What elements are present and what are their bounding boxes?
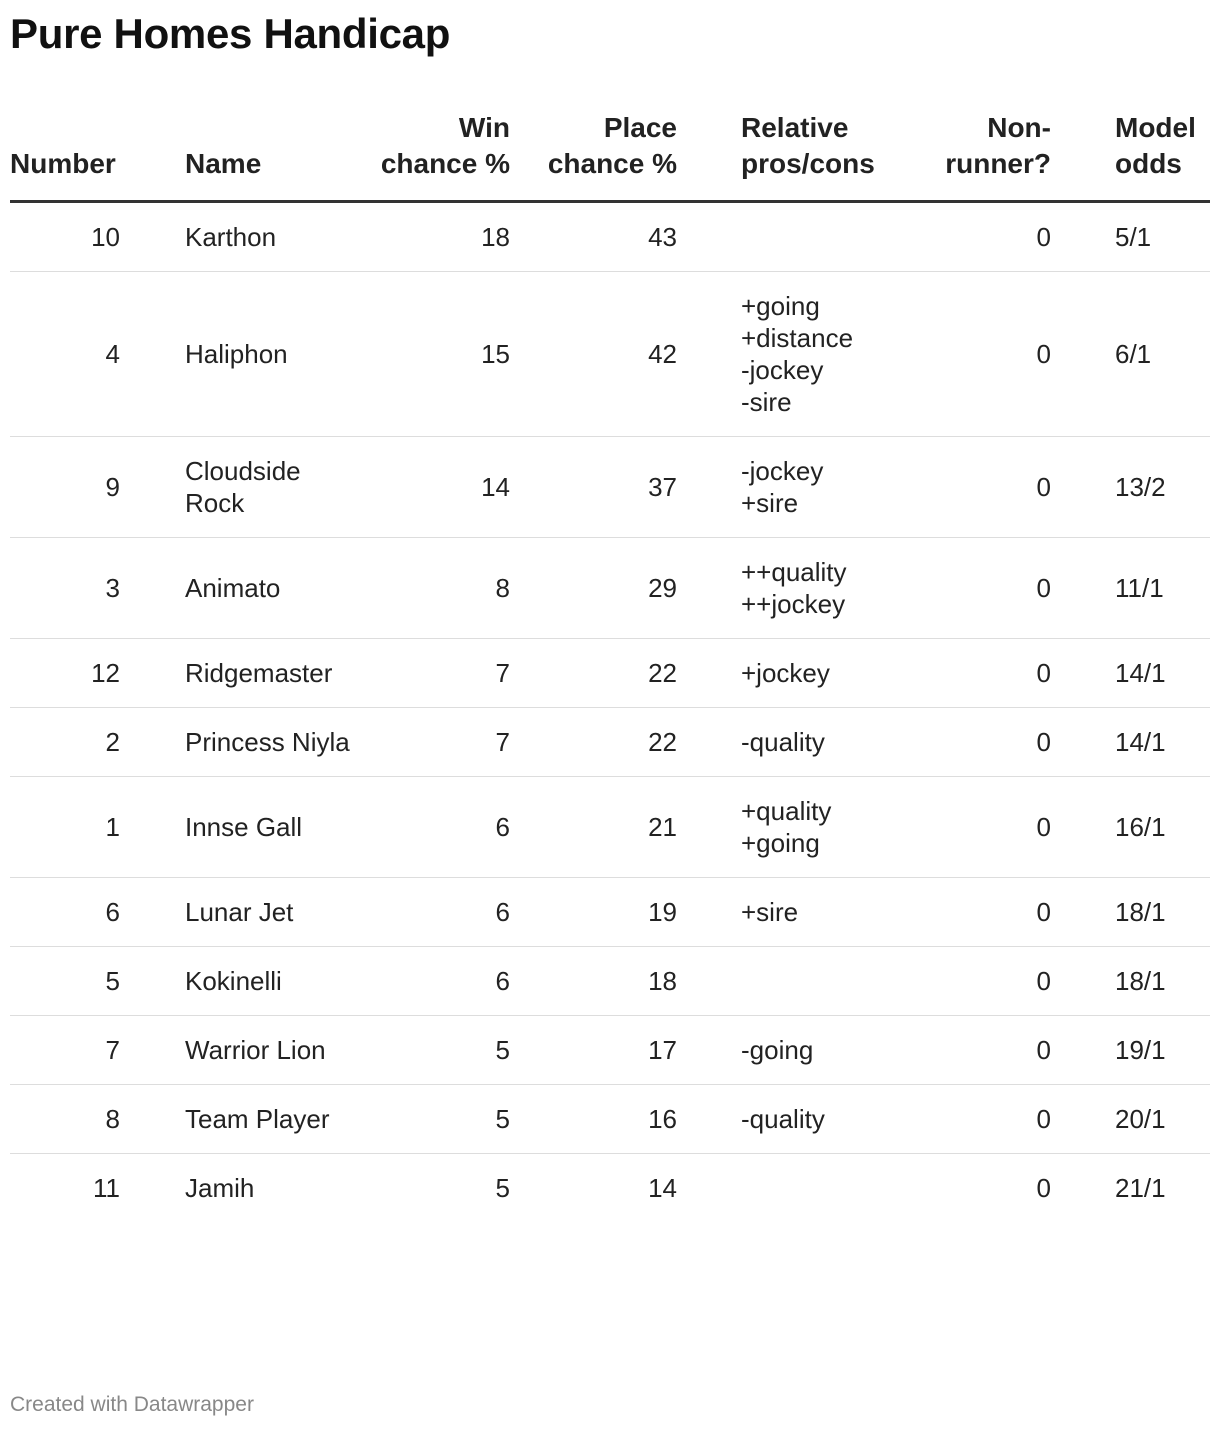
cell-name: Animato bbox=[185, 538, 365, 639]
column-gap bbox=[1051, 272, 1115, 437]
column-gap bbox=[1051, 1016, 1115, 1085]
cell-place-chance: 17 bbox=[510, 1016, 677, 1085]
pros-cons-item: +sire bbox=[741, 897, 799, 927]
cell-name: Innse Gall bbox=[185, 777, 365, 878]
column-gap bbox=[1051, 202, 1115, 272]
pros-cons-item: -jockey bbox=[741, 355, 824, 385]
pros-cons-item: ++jockey bbox=[741, 589, 846, 619]
cell-win-chance: 7 bbox=[365, 639, 510, 708]
table-row bbox=[10, 777, 1210, 878]
cell-place-chance: 19 bbox=[510, 878, 677, 947]
cell-win-chance: 5 bbox=[365, 1016, 510, 1085]
cell-non-runner: 0 bbox=[1036, 1173, 1051, 1203]
cell-name: Lunar Jet bbox=[185, 878, 365, 947]
cell-number: 7 bbox=[10, 1016, 120, 1085]
column-gap bbox=[120, 777, 185, 878]
cell-model-odds: 11/1 bbox=[1115, 538, 1210, 639]
column-gap bbox=[677, 272, 741, 437]
column-gap bbox=[1051, 437, 1115, 538]
cell-non-runner: 0 bbox=[926, 708, 1051, 777]
cell-win-chance: 5 bbox=[365, 1085, 510, 1154]
cell-name: Karthon bbox=[185, 202, 365, 272]
cell-model-odds: 19/1 bbox=[1115, 1016, 1210, 1085]
column-gap bbox=[1051, 947, 1115, 1016]
pros-cons-item: -quality bbox=[741, 1104, 825, 1134]
cell-place-chance: 16 bbox=[510, 1085, 677, 1154]
cell-pros-cons bbox=[741, 777, 926, 878]
column-gap bbox=[120, 639, 185, 708]
header-non-runner[interactable]: Non-runner? bbox=[926, 110, 1051, 202]
cell-non-runner: 0 bbox=[926, 639, 1051, 708]
cell-win-chance: 8 bbox=[365, 538, 510, 639]
cell-place-chance: 22 bbox=[510, 639, 677, 708]
cell-win-chance: 6 bbox=[365, 947, 510, 1016]
column-gap bbox=[120, 708, 185, 777]
cell-name: Kokinelli bbox=[185, 947, 365, 1016]
cell-name: Jamih bbox=[185, 1173, 255, 1203]
column-gap bbox=[1051, 639, 1115, 708]
column-gap bbox=[120, 1154, 185, 1223]
cell-model-odds: 16/1 bbox=[1115, 777, 1210, 878]
column-gap bbox=[120, 1085, 185, 1154]
cell-number: 4 bbox=[10, 272, 120, 437]
cell-place-chance: 22 bbox=[510, 708, 677, 777]
cell-pros-cons bbox=[741, 639, 926, 708]
cell-model-odds: 14/1 bbox=[1115, 639, 1210, 708]
cell-place-chance: 29 bbox=[510, 538, 677, 639]
cell-place-chance: 37 bbox=[510, 437, 677, 538]
cell-non-runner: 0 bbox=[926, 437, 1051, 538]
odds-table bbox=[10, 110, 1210, 1222]
cell-pros-cons bbox=[741, 538, 926, 639]
cell-number: 5 bbox=[10, 947, 120, 1016]
table-row bbox=[10, 878, 1210, 947]
table-row bbox=[10, 708, 1210, 777]
pros-cons-item: ++quality bbox=[741, 557, 847, 587]
cell-name: Haliphon bbox=[185, 272, 365, 437]
pros-cons-item: -quality bbox=[741, 727, 825, 757]
cell-non-runner: 0 bbox=[926, 538, 1051, 639]
column-gap bbox=[677, 1085, 741, 1154]
table-row bbox=[10, 272, 1210, 437]
cell-non-runner: 0 bbox=[926, 272, 1051, 437]
cell-model-odds: 18/1 bbox=[1115, 947, 1210, 1016]
cell-model-odds: 14/1 bbox=[1115, 708, 1210, 777]
cell-non-runner: 0 bbox=[926, 202, 1051, 272]
cell-number: 3 bbox=[10, 538, 120, 639]
cell-number: 6 bbox=[10, 878, 120, 947]
header-name[interactable]: Name bbox=[185, 110, 365, 202]
cell-win-chance: 14 bbox=[365, 437, 510, 538]
cell-win-chance: 15 bbox=[365, 272, 510, 437]
cell-non-runner: 0 bbox=[926, 1085, 1051, 1154]
table-row bbox=[10, 947, 1210, 1016]
cell-model-odds: 13/2 bbox=[1115, 437, 1210, 538]
cell-number: 1 bbox=[10, 777, 120, 878]
cell-win-chance: 18 bbox=[365, 202, 510, 272]
table-row bbox=[10, 538, 1210, 639]
cell-win-chance: 5 bbox=[495, 1173, 510, 1203]
column-gap bbox=[677, 538, 741, 639]
cell-non-runner: 0 bbox=[926, 777, 1051, 878]
pros-cons-item: -jockey bbox=[741, 456, 824, 486]
cell-pros-cons bbox=[741, 272, 926, 437]
cell-model-odds: 6/1 bbox=[1115, 272, 1210, 437]
header-model-odds[interactable]: Model odds bbox=[1115, 110, 1210, 202]
cell-pros-cons bbox=[741, 878, 926, 947]
column-gap bbox=[677, 1016, 741, 1085]
cell-place-chance: 18 bbox=[510, 947, 677, 1016]
cell-number: 11 bbox=[93, 1173, 120, 1203]
table-row bbox=[10, 1154, 1210, 1223]
column-gap bbox=[120, 272, 185, 437]
cell-win-chance: 7 bbox=[365, 708, 510, 777]
column-gap bbox=[1051, 1085, 1115, 1154]
header-number[interactable]: Number bbox=[10, 110, 120, 202]
cell-model-odds: 5/1 bbox=[1115, 202, 1210, 272]
cell-win-chance: 6 bbox=[365, 878, 510, 947]
table-header bbox=[10, 110, 1210, 202]
column-gap bbox=[1051, 1154, 1115, 1223]
column-gap bbox=[120, 1016, 185, 1085]
cell-win-chance: 6 bbox=[365, 777, 510, 878]
cell-pros-cons bbox=[741, 202, 926, 272]
cell-number: 8 bbox=[10, 1085, 120, 1154]
cell-number: 2 bbox=[10, 708, 120, 777]
pros-cons-item: -sire bbox=[741, 387, 792, 417]
cell-name: Team Player bbox=[185, 1085, 365, 1154]
pros-cons-item: +jockey bbox=[741, 658, 830, 688]
cell-name: Cloudside Rock bbox=[185, 437, 365, 538]
datawrapper-credit: Created with Datawrapper bbox=[10, 1393, 254, 1416]
cell-non-runner: 0 bbox=[926, 1016, 1051, 1085]
cell-number: 9 bbox=[10, 437, 120, 538]
column-gap bbox=[677, 878, 741, 947]
cell-pros-cons bbox=[741, 1154, 926, 1223]
cell-pros-cons bbox=[741, 947, 926, 1016]
table-row bbox=[10, 437, 1210, 538]
table-row bbox=[10, 1085, 1210, 1154]
column-gap bbox=[120, 202, 185, 272]
table-row bbox=[10, 639, 1210, 708]
column-gap bbox=[677, 947, 741, 1016]
table-row bbox=[10, 1016, 1210, 1085]
column-gap bbox=[677, 202, 741, 272]
cell-number: 12 bbox=[10, 639, 120, 708]
cell-non-runner: 0 bbox=[926, 947, 1051, 1016]
cell-model-odds: 21/1 bbox=[1115, 1173, 1166, 1203]
column-gap bbox=[677, 1154, 741, 1223]
cell-name: Warrior Lion bbox=[185, 1016, 365, 1085]
cell-place-chance: 14 bbox=[648, 1173, 677, 1203]
cell-name: Ridgemaster bbox=[185, 639, 365, 708]
cell-non-runner: 0 bbox=[926, 878, 1051, 947]
pros-cons-item: -going bbox=[741, 1035, 814, 1065]
table-body bbox=[10, 202, 1210, 1223]
cell-model-odds: 20/1 bbox=[1115, 1085, 1210, 1154]
column-gap bbox=[677, 777, 741, 878]
header-win-chance[interactable]: Win chance % bbox=[365, 110, 510, 202]
cell-pros-cons bbox=[741, 708, 926, 777]
pros-cons-item: +distance bbox=[741, 323, 854, 353]
cell-place-chance: 21 bbox=[510, 777, 677, 878]
column-gap bbox=[1051, 538, 1115, 639]
column-gap bbox=[120, 437, 185, 538]
cell-name: Princess Niyla bbox=[185, 708, 365, 777]
column-gap bbox=[120, 878, 185, 947]
column-gap bbox=[120, 538, 185, 639]
cell-place-chance: 43 bbox=[510, 202, 677, 272]
column-gap bbox=[1051, 878, 1115, 947]
pros-cons-item: +going bbox=[741, 291, 820, 321]
cell-place-chance: 42 bbox=[510, 272, 677, 437]
header-row bbox=[10, 110, 1210, 202]
cell-pros-cons bbox=[741, 1085, 926, 1154]
chart-title: Pure Homes Handicap bbox=[10, 10, 451, 57]
cell-model-odds: 18/1 bbox=[1115, 878, 1210, 947]
column-gap bbox=[1051, 708, 1115, 777]
cell-pros-cons bbox=[741, 437, 926, 538]
column-gap bbox=[677, 639, 741, 708]
pros-cons-item: +quality bbox=[741, 796, 832, 826]
pros-cons-item: +sire bbox=[741, 488, 799, 518]
column-gap bbox=[120, 947, 185, 1016]
cell-number: 10 bbox=[10, 202, 120, 272]
cell-pros-cons bbox=[741, 1016, 926, 1085]
header-place-chance[interactable]: Place chance % bbox=[510, 110, 677, 202]
column-gap bbox=[677, 437, 741, 538]
pros-cons-item: +going bbox=[741, 828, 820, 858]
column-gap bbox=[1051, 777, 1115, 878]
header-pros-cons[interactable]: Relative pros/cons bbox=[741, 110, 926, 202]
table-row bbox=[10, 202, 1210, 272]
column-gap bbox=[677, 708, 741, 777]
